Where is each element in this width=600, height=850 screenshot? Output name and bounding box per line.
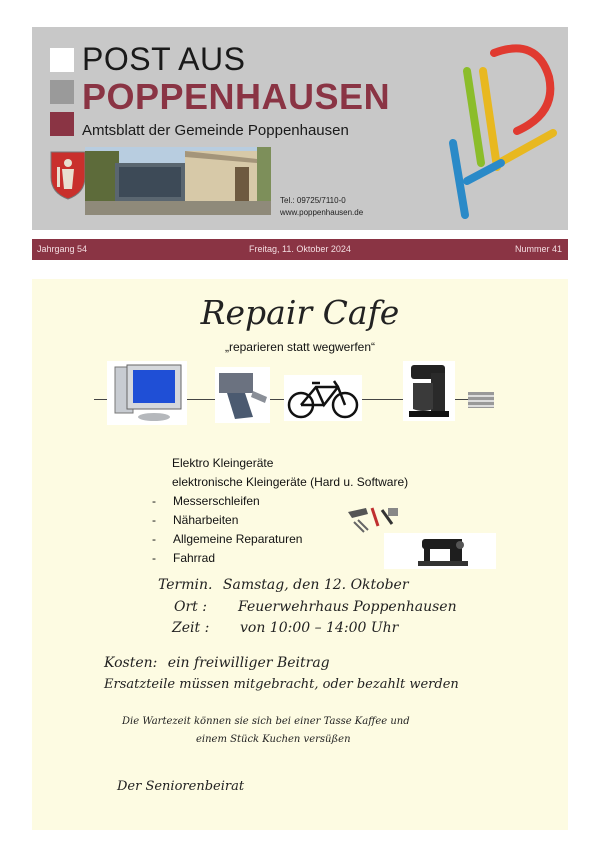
zeit-line bbox=[172, 620, 398, 636]
service-label: elektronische Kleingeräte (Hard u. Software) bbox=[172, 475, 409, 489]
kosten-value: ein freiwilliger Beitrag bbox=[167, 655, 330, 671]
wait-note-line1: Die Wartezeit können sie sich bei einer Tasse Kaffee und bbox=[122, 716, 410, 727]
flyer-tagline: „reparieren statt wegwerfen“ bbox=[224, 340, 376, 354]
signature: Der Seniorenbeirat bbox=[117, 779, 245, 794]
issue-date: Freitag, 11. Oktober 2024 bbox=[249, 244, 351, 254]
service-label: Elektro Kleingeräte bbox=[172, 456, 274, 470]
poppenhausen-logo-icon bbox=[437, 35, 565, 221]
striped-bar bbox=[468, 392, 494, 408]
square-red bbox=[50, 112, 74, 136]
service-label: Allgemeine Reparaturen bbox=[173, 532, 303, 546]
ersatzteile-note: Ersatzteile müssen mitgebracht, oder bezahlt werden bbox=[104, 677, 459, 692]
ort-label: Ort : bbox=[174, 599, 207, 615]
service-item bbox=[155, 454, 408, 473]
service-item: - Allgemeine Reparaturen bbox=[155, 530, 408, 549]
service-label: Messerschleifen bbox=[173, 494, 260, 508]
termin-value: Samstag, den 12. Oktober bbox=[222, 577, 409, 593]
zeit-value: von 10:00 – 14:00 Uhr bbox=[240, 620, 399, 636]
wait-note-line2: einem Stück Kuchen versüßen bbox=[196, 734, 351, 745]
website-link[interactable]: www.poppenhausen.de bbox=[280, 208, 364, 217]
service-item bbox=[155, 473, 408, 492]
termin-label: Termin. bbox=[158, 577, 213, 593]
square-grey bbox=[50, 80, 74, 104]
kosten-line bbox=[104, 655, 330, 671]
coat-of-arms-icon bbox=[48, 149, 88, 201]
service-item: - Fahrrad bbox=[155, 549, 408, 568]
issue-number: Nummer 41 bbox=[514, 244, 562, 254]
bicycle-icon bbox=[284, 375, 362, 421]
issue-volume: Jahrgang 54 bbox=[37, 244, 88, 254]
kosten-label: Kosten: bbox=[104, 655, 158, 671]
ort-line bbox=[174, 599, 457, 615]
ort-value: Feuerwehrhaus Poppenhausen bbox=[238, 599, 457, 615]
zeit-label: Zeit : bbox=[172, 620, 210, 636]
flyer-title: Repair Cafe bbox=[200, 293, 400, 332]
tools-icon bbox=[344, 504, 402, 534]
repair-cafe-flyer bbox=[32, 279, 568, 830]
square-white bbox=[50, 48, 74, 72]
issue-band bbox=[32, 239, 568, 260]
service-label: Fahrrad bbox=[173, 551, 216, 565]
masthead-subtitle: Amtsblatt der Gemeinde Poppenhausen bbox=[82, 122, 349, 139]
masthead bbox=[32, 27, 568, 230]
masthead-title-line1: POST AUS bbox=[82, 41, 246, 77]
coffee-machine-icon bbox=[403, 361, 455, 421]
service-item: - Messerschleifen bbox=[155, 492, 408, 511]
town-hall-photo bbox=[85, 147, 271, 215]
computer-icon bbox=[107, 361, 187, 425]
masthead-title-line2: POPPENHAUSEN bbox=[82, 76, 391, 117]
service-label: Näharbeiten bbox=[173, 513, 239, 527]
phone-number: Tel.: 09725/7110-0 bbox=[280, 196, 346, 205]
service-item: - Näharbeiten bbox=[155, 511, 408, 530]
contact-info bbox=[280, 195, 363, 219]
toaster-repair-icon bbox=[215, 367, 270, 423]
sewing-machine-icon bbox=[384, 533, 496, 569]
termin-line bbox=[158, 577, 409, 593]
